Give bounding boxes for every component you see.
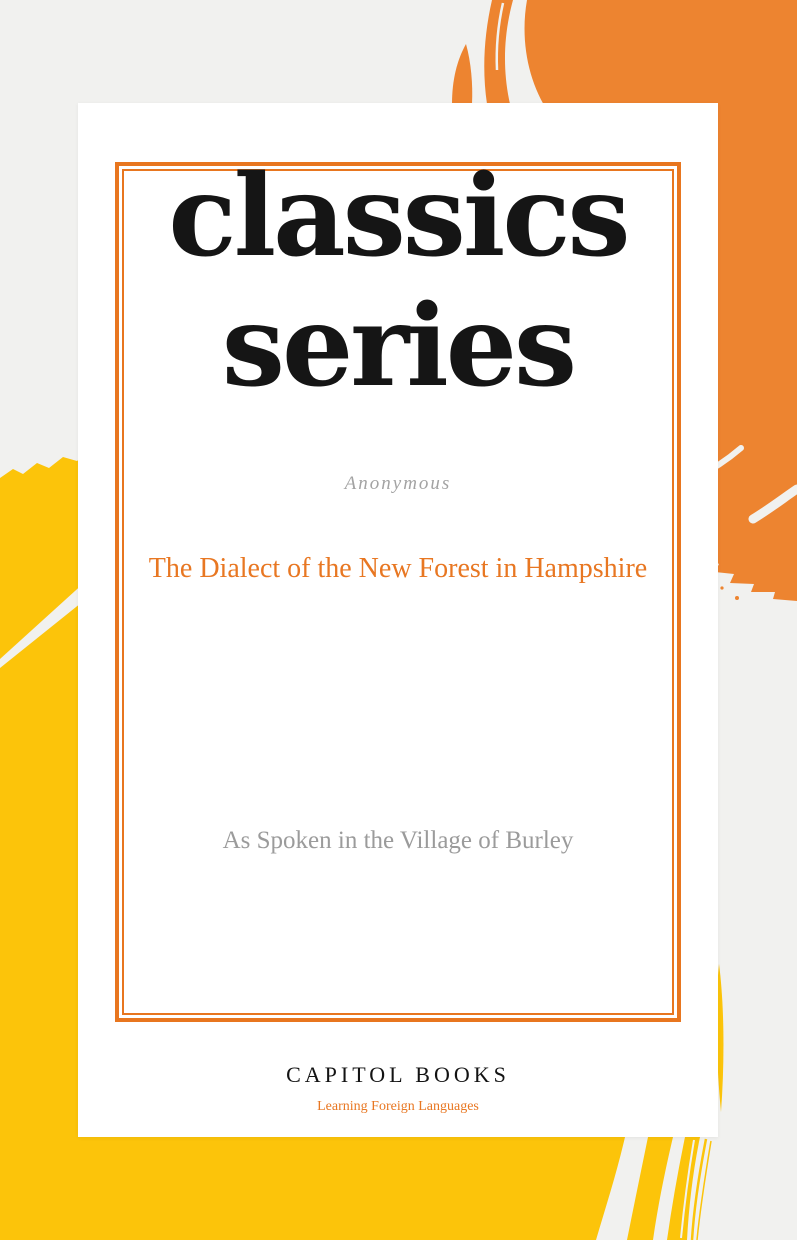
series-title-line2: series xyxy=(221,280,575,412)
author-name: Anonymous xyxy=(344,473,452,494)
orange-brush-stripe xyxy=(484,0,513,104)
series-title-line1: classics xyxy=(168,151,628,282)
publisher-name: CAPITOL BOOKS xyxy=(286,1062,510,1087)
book-subtitle: As Spoken in the Village of Burley xyxy=(222,827,574,854)
publisher-tagline: Learning Foreign Languages xyxy=(317,1099,479,1114)
cover-card xyxy=(78,103,718,1137)
book-title: The Dialect of the New Forest in Hampshire xyxy=(148,553,648,584)
series-title xyxy=(78,152,718,412)
orange-brush-droplet xyxy=(452,44,472,104)
